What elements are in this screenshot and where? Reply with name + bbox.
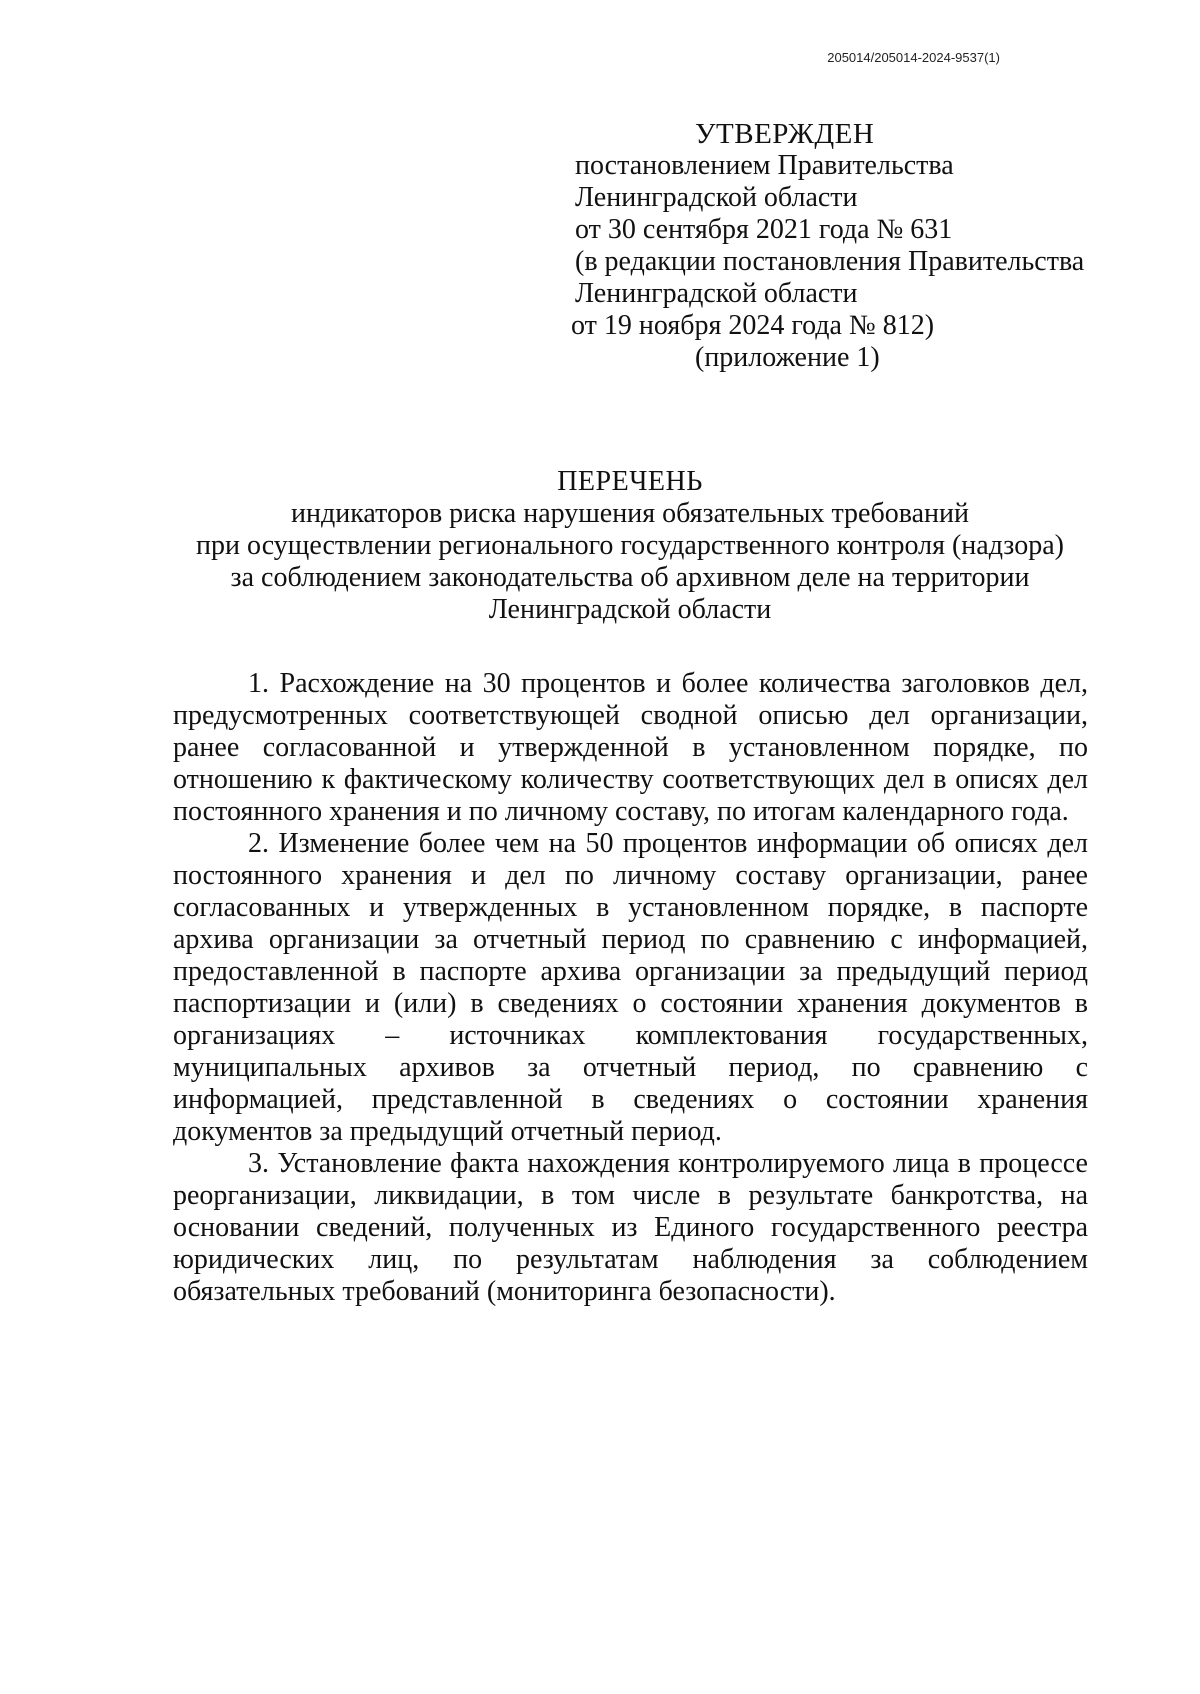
approval-line: Ленинградской области [575,182,858,213]
approval-line: от 19 ноября 2024 года № 812) [571,310,935,341]
document-body [173,668,1088,1308]
approval-line: постановлением Правительства [575,150,954,181]
approval-line: Ленинградской области [575,278,858,309]
document-title: ПЕРЕЧЕНЬ [557,466,703,497]
document-registration-code: 205014/205014-2024-9537(1) [827,50,1000,65]
list-item-paragraph: 2. Изменение более чем на 50 процентов информации об описях дел постоянного хранения и дел по личному составу организации, ранее согласованных и утвержденных в установленном порядке, в паспорте архива организации за отчетный период по сравнению с информацией, предоставленной в паспорте архива организации за предыдущий период паспортизации и (или) в сведениях о состоянии хранения документов в организациях – источниках комплектования государственных, муниципальных архивов за отчетный период, по сравнению с информацией, представленной в сведениях о состоянии хранения документов за предыдущий отчетный период. [173,828,1088,1147]
document-subtitle-line: Ленинградской области [488,594,772,625]
approval-stamp-block [571,118,1135,374]
approval-annex-line: (приложение 1) [695,342,880,373]
approval-line: от 30 сентября 2021 года № 631 [575,214,953,245]
document-subtitle-line: индикаторов риска нарушения обязательных требований [291,498,969,529]
document-subtitle-line: за соблюдением законодательства об архивном деле на территории [230,562,1030,593]
approval-heading: УТВЕРЖДЕН [695,118,875,150]
document-subtitle-line: при осуществлении регионального государственного контроля (надзора) [196,530,1064,561]
list-item-paragraph: 1. Расхождение на 30 процентов и более количества заголовков дел, предусмотренных соответствующей сводной описью дел организации, ранее согласованной и утвержденной в установленном порядке, по отношению к фактическому количеству соответствующих дел в описях дел постоянного хранения и по личному составу, по итогам календарного года. [173,668,1088,827]
approval-line: (в редакции постановления Правительства [575,246,1085,277]
document-title-block [130,466,1130,626]
list-item-paragraph: 3. Установление факта нахождения контролируемого лица в процессе реорганизации, ликвидации, в том числе в результате банкротства, на основании сведений, полученных из Единого государственного реестра юридических лиц, по результатам наблюдения за соблюдением обязательных требований (мониторинга безопасности). [173,1148,1088,1307]
